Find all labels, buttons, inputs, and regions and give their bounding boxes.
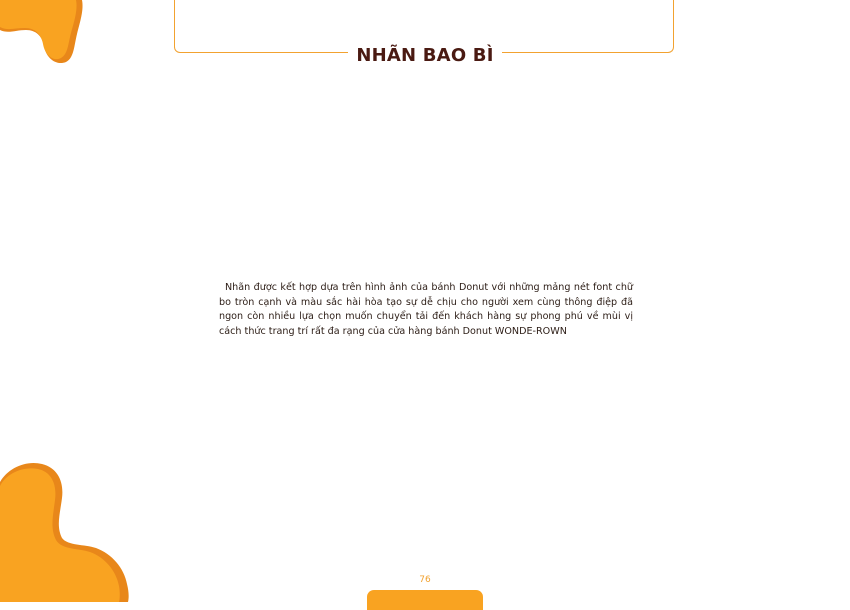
title-plate bbox=[348, 40, 502, 70]
orange-drip-blob-top bbox=[0, 0, 90, 70]
page-number: 76 bbox=[419, 575, 431, 585]
body-paragraph: Nhãn được kết hợp dựa trên hình ảnh của bánh Donut với những mảng nét font chữ bo tròn cạnh và màu sắc hài hòa tạo sự dễ chịu cho người xem cùng thông điệp đã ngon còn nhiều lựa chọn muốn chuyển tải đến khách hàng sự phong phú về mùi vị cách thức trang trí rất đa rạng của cửa hàng bánh Donut WONDE-ROWN bbox=[219, 282, 633, 337]
orange-drip-blob-bottom bbox=[0, 460, 135, 602]
footer-tab bbox=[367, 590, 483, 610]
page-title: NHÃN BAO BÌ bbox=[356, 44, 494, 66]
